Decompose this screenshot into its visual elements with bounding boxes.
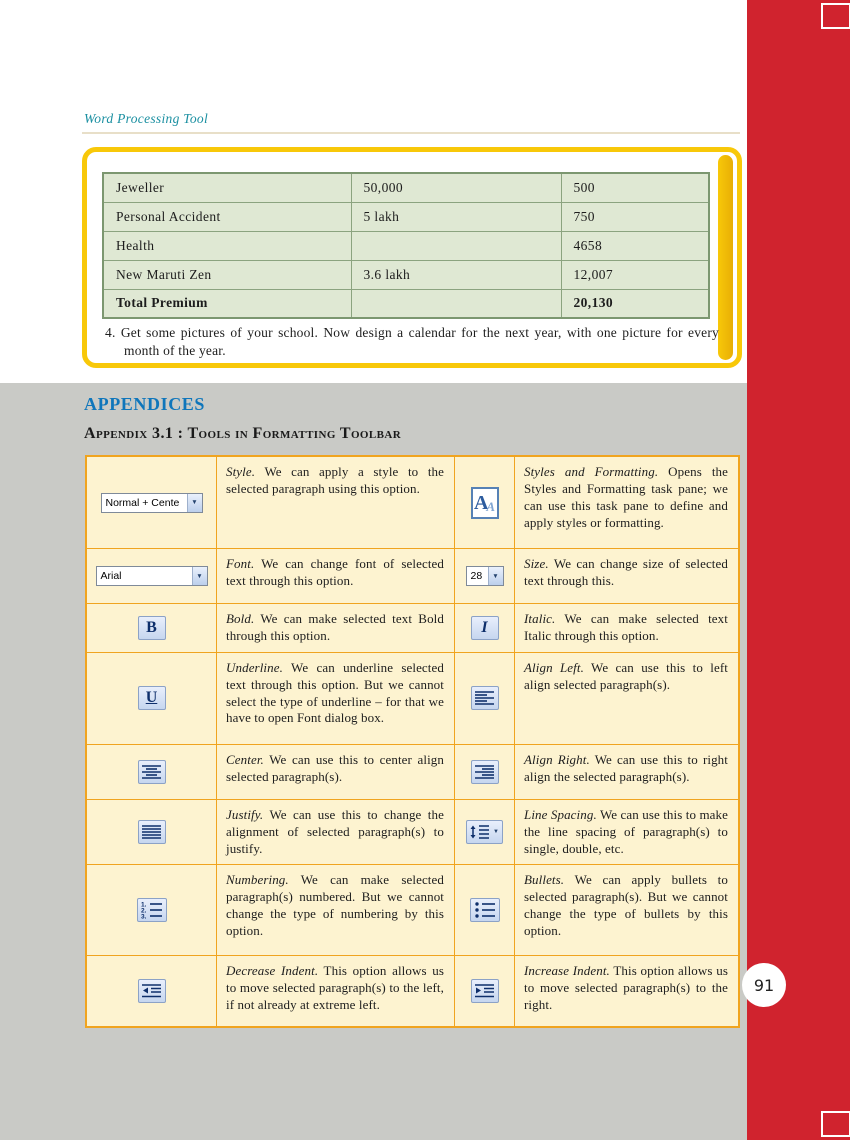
bold-button-cell [87,604,217,653]
premium-table [102,172,710,319]
tool-name: Font. [226,556,255,571]
tool-name: Italic. [524,611,556,626]
table-row [87,549,738,604]
tool-text: We can apply a style to the selected paragraph using this option. [226,464,444,496]
running-header: Word Processing Tool [84,111,209,126]
tool-name: Justify. [226,806,264,822]
appendix-subtitle: Appendix 3.1 : Tools in Formatting Toolbar [84,425,402,442]
bullets-button-cell [455,865,515,956]
increase-indent-button-cell [455,956,515,1026]
tool-description [515,745,738,800]
tool-name: Line Spacing. [524,806,597,822]
tool-description [515,865,738,956]
premium-cell: 500 [561,173,709,202]
tool-description [217,745,455,800]
size-combobox-value: 28 [470,570,483,582]
numbering-button-cell [87,865,217,956]
exercise-number: 4. [105,325,116,340]
tool-name: Styles and Formatting. [524,464,659,479]
amount-cell: 50,000 [351,173,561,202]
tool-description [515,549,738,604]
table-row [103,173,709,202]
table-row [103,202,709,231]
tool-name: Increase Indent. [524,963,610,979]
table-row [87,604,738,653]
tool-name: Decrease Indent. [226,963,319,979]
dropdown-arrow-icon: ▼ [493,829,499,836]
style-combobox-value: Normal + Cente [105,496,180,509]
size-combobox [466,566,504,586]
tool-description [217,800,455,866]
tool-text: We can make selected text Italic through this option. [524,611,728,643]
item-cell: Personal Accident [103,202,351,231]
tool-text: Opens the Styles and Formatting task pane; we can use this task pane to define and apply styles or formatting. [524,464,729,530]
item-cell: New Maruti Zen [103,260,351,289]
justify-icon [138,820,166,844]
tool-name: Align Right. [524,751,590,767]
amount-cell [351,289,561,318]
tool-text: We can make selected paragraph(s) numbered. But we cannot change the type of numbering by this option. [226,872,444,939]
tool-text: We can change font of selected text through this option. [226,556,444,588]
item-cell: Health [103,231,351,260]
tool-name: Bold. [226,611,255,626]
align-center-icon [138,760,166,784]
tool-name: Size. [524,556,549,571]
decrease-indent-icon [138,979,166,1003]
bullets-icon [470,898,500,922]
exercise-item [105,324,719,360]
styles-and-formatting-icon: A A [471,487,499,519]
tool-text: This option allows us to move selected paragraph(s) to the left, if not already at extreme left. [226,963,444,1013]
tool-description [217,604,455,653]
item-cell: Jeweller [103,173,351,202]
tool-description [515,956,738,1026]
tool-name: Underline. [226,659,283,675]
justify-button-cell [87,800,217,866]
tool-description [217,865,455,956]
tool-text: We can use this to left align selected paragraph(s). [524,659,728,692]
font-combobox [96,566,208,586]
line-spacing-icon [466,820,503,844]
table-row [87,800,738,866]
table-row [87,457,738,549]
appendices-title: APPENDICES [84,394,206,414]
tool-description [217,653,455,745]
page-number-badge [742,963,786,1007]
font-combobox-value: Arial [100,570,122,582]
style-combobox [101,493,203,513]
corner-decoration-top [821,3,850,29]
tool-text: We can use this to right align the selected paragraph(s). [524,751,728,784]
numbering-icon [137,898,167,922]
formatting-toolbar-table [85,455,740,1028]
tool-description [217,549,455,604]
tool-name: Bullets. [524,872,565,888]
item-cell: Total Premium [103,289,351,318]
dropdown-arrow-icon: ▼ [488,567,503,585]
tool-text: We can use this to change the alignment of selected paragraph(s) to justify. [226,806,444,856]
tool-text: We can change size of selected text through this. [524,556,728,588]
table-row [87,865,738,956]
line-spacing-button-cell [455,800,515,866]
increase-indent-icon [471,979,499,1003]
tool-name: Numbering. [226,872,289,888]
table-row-total [103,289,709,318]
tool-text: We can use this to make the line spacing of paragraph(s) to single, double, etc. [524,806,728,856]
align-right-icon [471,760,499,784]
align-right-button-cell [455,745,515,800]
amount-cell: 5 lakh [351,202,561,231]
svg-text:1.: 1. [140,901,146,909]
dropdown-arrow-icon: ▼ [187,494,202,512]
table-row [87,653,738,745]
tool-text: We can apply bullets to selected paragraph(s). But we cannot change the type of bullets by this option. [524,872,728,939]
table-row [87,956,738,1026]
underline-button-cell [87,653,217,745]
page-number: 91 [753,975,775,995]
center-button-cell [87,745,217,800]
italic-button-cell [455,604,515,653]
underline-icon: U [138,686,166,710]
dropdown-arrow-icon: ▼ [192,567,207,585]
tool-description [515,604,738,653]
style-combobox-cell [87,457,217,549]
decrease-indent-button-cell [87,956,217,1026]
bold-icon: B [138,616,166,640]
exercise-text: Get some pictures of your school. Now design a calendar for the next year, with one picture for every month of the year. [120,325,719,359]
styles-formatting-cell [455,457,515,549]
font-combobox-cell [87,549,217,604]
tool-text: We can underline selected text through this option. But we cannot select the type of underline – for that we have to open Font dialog box. [226,659,444,726]
svg-text:3.: 3. [140,913,146,920]
header-rule [82,132,740,134]
tool-description [217,457,455,549]
table-row [103,260,709,289]
tool-description [515,653,738,745]
exercise-box [82,147,742,368]
tool-text: We can use this to center align selected paragraph(s). [226,751,444,784]
tool-description [217,956,455,1026]
premium-cell: 12,007 [561,260,709,289]
tool-description [515,800,738,866]
box-spine [718,155,733,360]
premium-cell: 750 [561,202,709,231]
corner-decoration-bottom [821,1111,850,1137]
amount-cell: 3.6 lakh [351,260,561,289]
tool-text: We can make selected text Bold through this option. [226,611,444,643]
tool-name: Style. [226,464,256,479]
italic-icon: I [471,616,499,640]
tool-name: Align Left. [524,659,584,675]
size-combobox-cell [455,549,515,604]
premium-cell: 4658 [561,231,709,260]
tool-description [515,457,738,549]
table-row [103,231,709,260]
align-left-button-cell [455,653,515,745]
amount-cell [351,231,561,260]
align-left-icon [471,686,499,710]
premium-cell: 20,130 [561,289,709,318]
svg-text:2.: 2. [140,907,146,915]
table-row [87,745,738,800]
tool-text: This option allows us to move selected paragraph(s) to the right. [524,963,728,1013]
tool-name: Center. [226,751,264,767]
